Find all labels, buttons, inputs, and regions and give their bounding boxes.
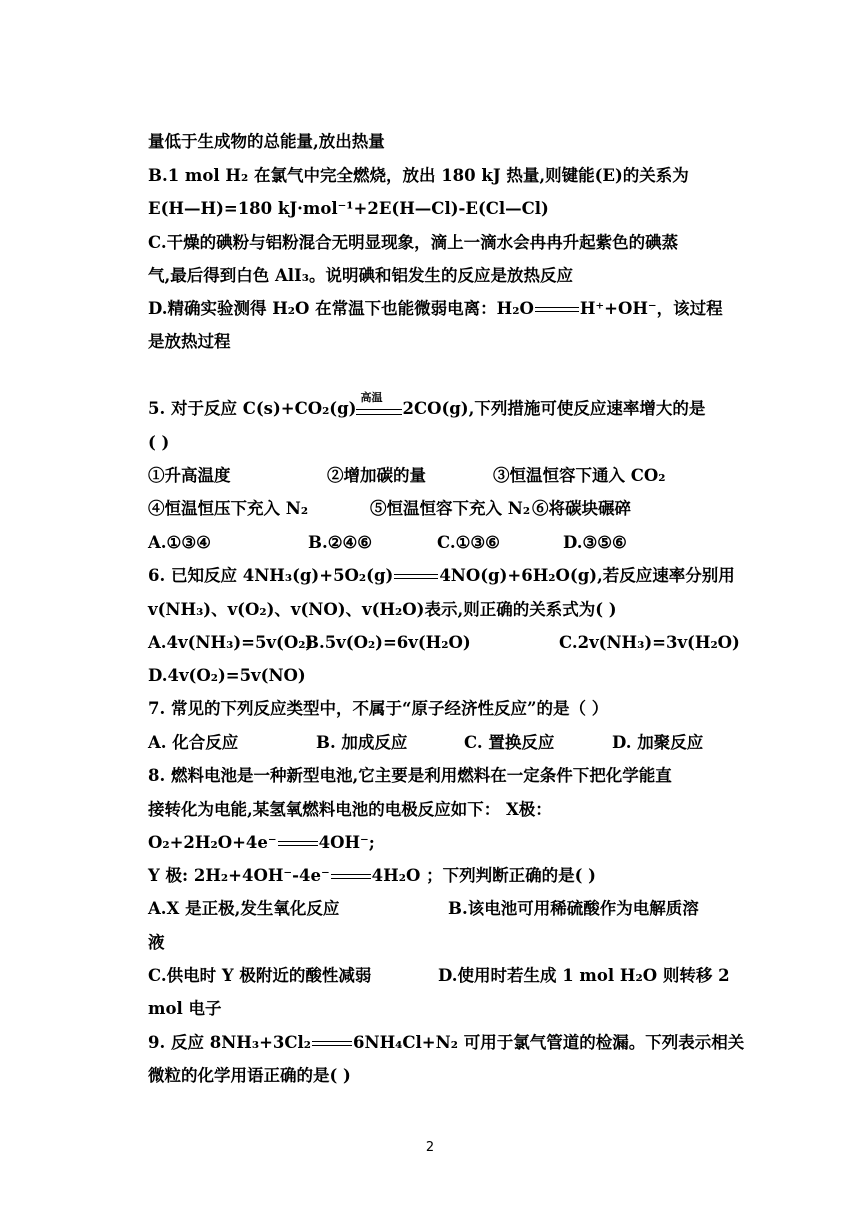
text-line: B.1 mol H₂ 在氯气中完全燃烧，放出 180 kJ 热量,则键能(E)的关系为 — [148, 166, 689, 185]
text-line: E(H—H)=180 kJ·mol⁻¹+2E(H—Cl)-E(Cl—Cl) — [148, 199, 549, 218]
q5-options-row2: ④恒温恒压下充入 N₂ ⑤恒温恒容下充入 N₂ ⑥将碳块碾碎 — [148, 499, 631, 518]
question-5-stem: 5. 对于反应 C(s)+CO₂(g) 高温 2CO(g),下列措施可使反应速率增大的是 — [148, 390, 706, 418]
page-number: 2 — [425, 1140, 435, 1155]
question-8-stem: 8. 燃料电池是一种新型电池,它主要是利用燃料在一定条件下把化学能直 — [148, 766, 672, 785]
q5-choices: A.①③④ B.②④⑥ C.①③⑥ D.③⑤⑥ — [148, 533, 627, 552]
answer-bracket: ( ) — [148, 433, 170, 452]
q6-choices-row1: A.4v(NH₃)=5v(O₂) B.5v(O₂)=6v(H₂O) C.2v(NH₃)=3v(H₂O) — [148, 633, 740, 652]
equilibrium-arrow — [535, 305, 579, 315]
text-line: 是放热过程 — [148, 332, 231, 351]
text-line: D.精确实验测得 H₂O 在常温下也能微弱电离：H₂O H⁺+OH⁻，该过程 — [148, 299, 723, 318]
text-line: 微粒的化学用语正确的是( ) — [148, 1066, 351, 1085]
electrode-x-equation: O₂+2H₂O+4e⁻ 4OH⁻; — [148, 833, 375, 852]
electrode-y-equation: Y 极: 2H₂+4OH⁻-4e⁻ 4H₂O ；下列判断正确的是( ) — [148, 866, 596, 885]
text-line: 接转化为电能,某氢氧燃料电池的电极反应如下： X极： — [148, 800, 552, 819]
q8-choices-row2: C.供电时 Y 极附近的酸性减弱 D.使用时若生成 1 mol H₂O 则转移 2 — [148, 966, 730, 985]
text-line: v(NH₃)、v(O₂)、v(NO)、v(H₂O)表示,则正确的关系式为( ) — [148, 600, 617, 619]
equilibrium-arrow — [394, 572, 438, 582]
reaction-arrow — [278, 839, 318, 849]
question-6-stem: 6. 已知反应 4NH₃(g)+5O₂(g) 4NO(g)+6H₂O(g),若反应速率分别用 — [148, 566, 735, 585]
q7-choices: A. 化合反应 B. 加成反应 C. 置换反应 D. 加聚反应 — [148, 733, 704, 752]
q8-choices-row1: A.X 是正极,发生氧化反应 B.该电池可用稀硫酸作为电解质溶 — [148, 899, 699, 918]
reaction-arrow — [312, 1039, 352, 1049]
text-line: 液 — [148, 933, 165, 952]
text-line: mol 电子 — [148, 999, 222, 1018]
question-7-stem: 7. 常见的下列反应类型中，不属于“原子经济性反应”的是（ ） — [148, 699, 609, 718]
text-line: 气,最后得到白色 AlI₃。说明碘和铝发生的反应是放热反应 — [148, 266, 574, 285]
question-9-stem: 9. 反应 8NH₃+3Cl₂ 6NH₄Cl+N₂ 可用于氯气管道的检漏。下列表示相关 — [148, 1033, 745, 1052]
text-line: 量低于生成物的总能量,放出热量 — [148, 132, 385, 151]
text-line: C.干燥的碘粉与铝粉混合无明显现象，滴上一滴水会冉冉升起紫色的碘蒸 — [148, 233, 679, 252]
reaction-arrow — [331, 872, 371, 882]
reaction-arrow-high-temp: 高温 — [356, 401, 402, 419]
q6-choice-d: D.4v(O₂)=5v(NO) — [148, 666, 306, 685]
q5-options-row1: ①升高温度 ②增加碳的量 ③恒温恒容下通入 CO₂ — [148, 466, 666, 485]
